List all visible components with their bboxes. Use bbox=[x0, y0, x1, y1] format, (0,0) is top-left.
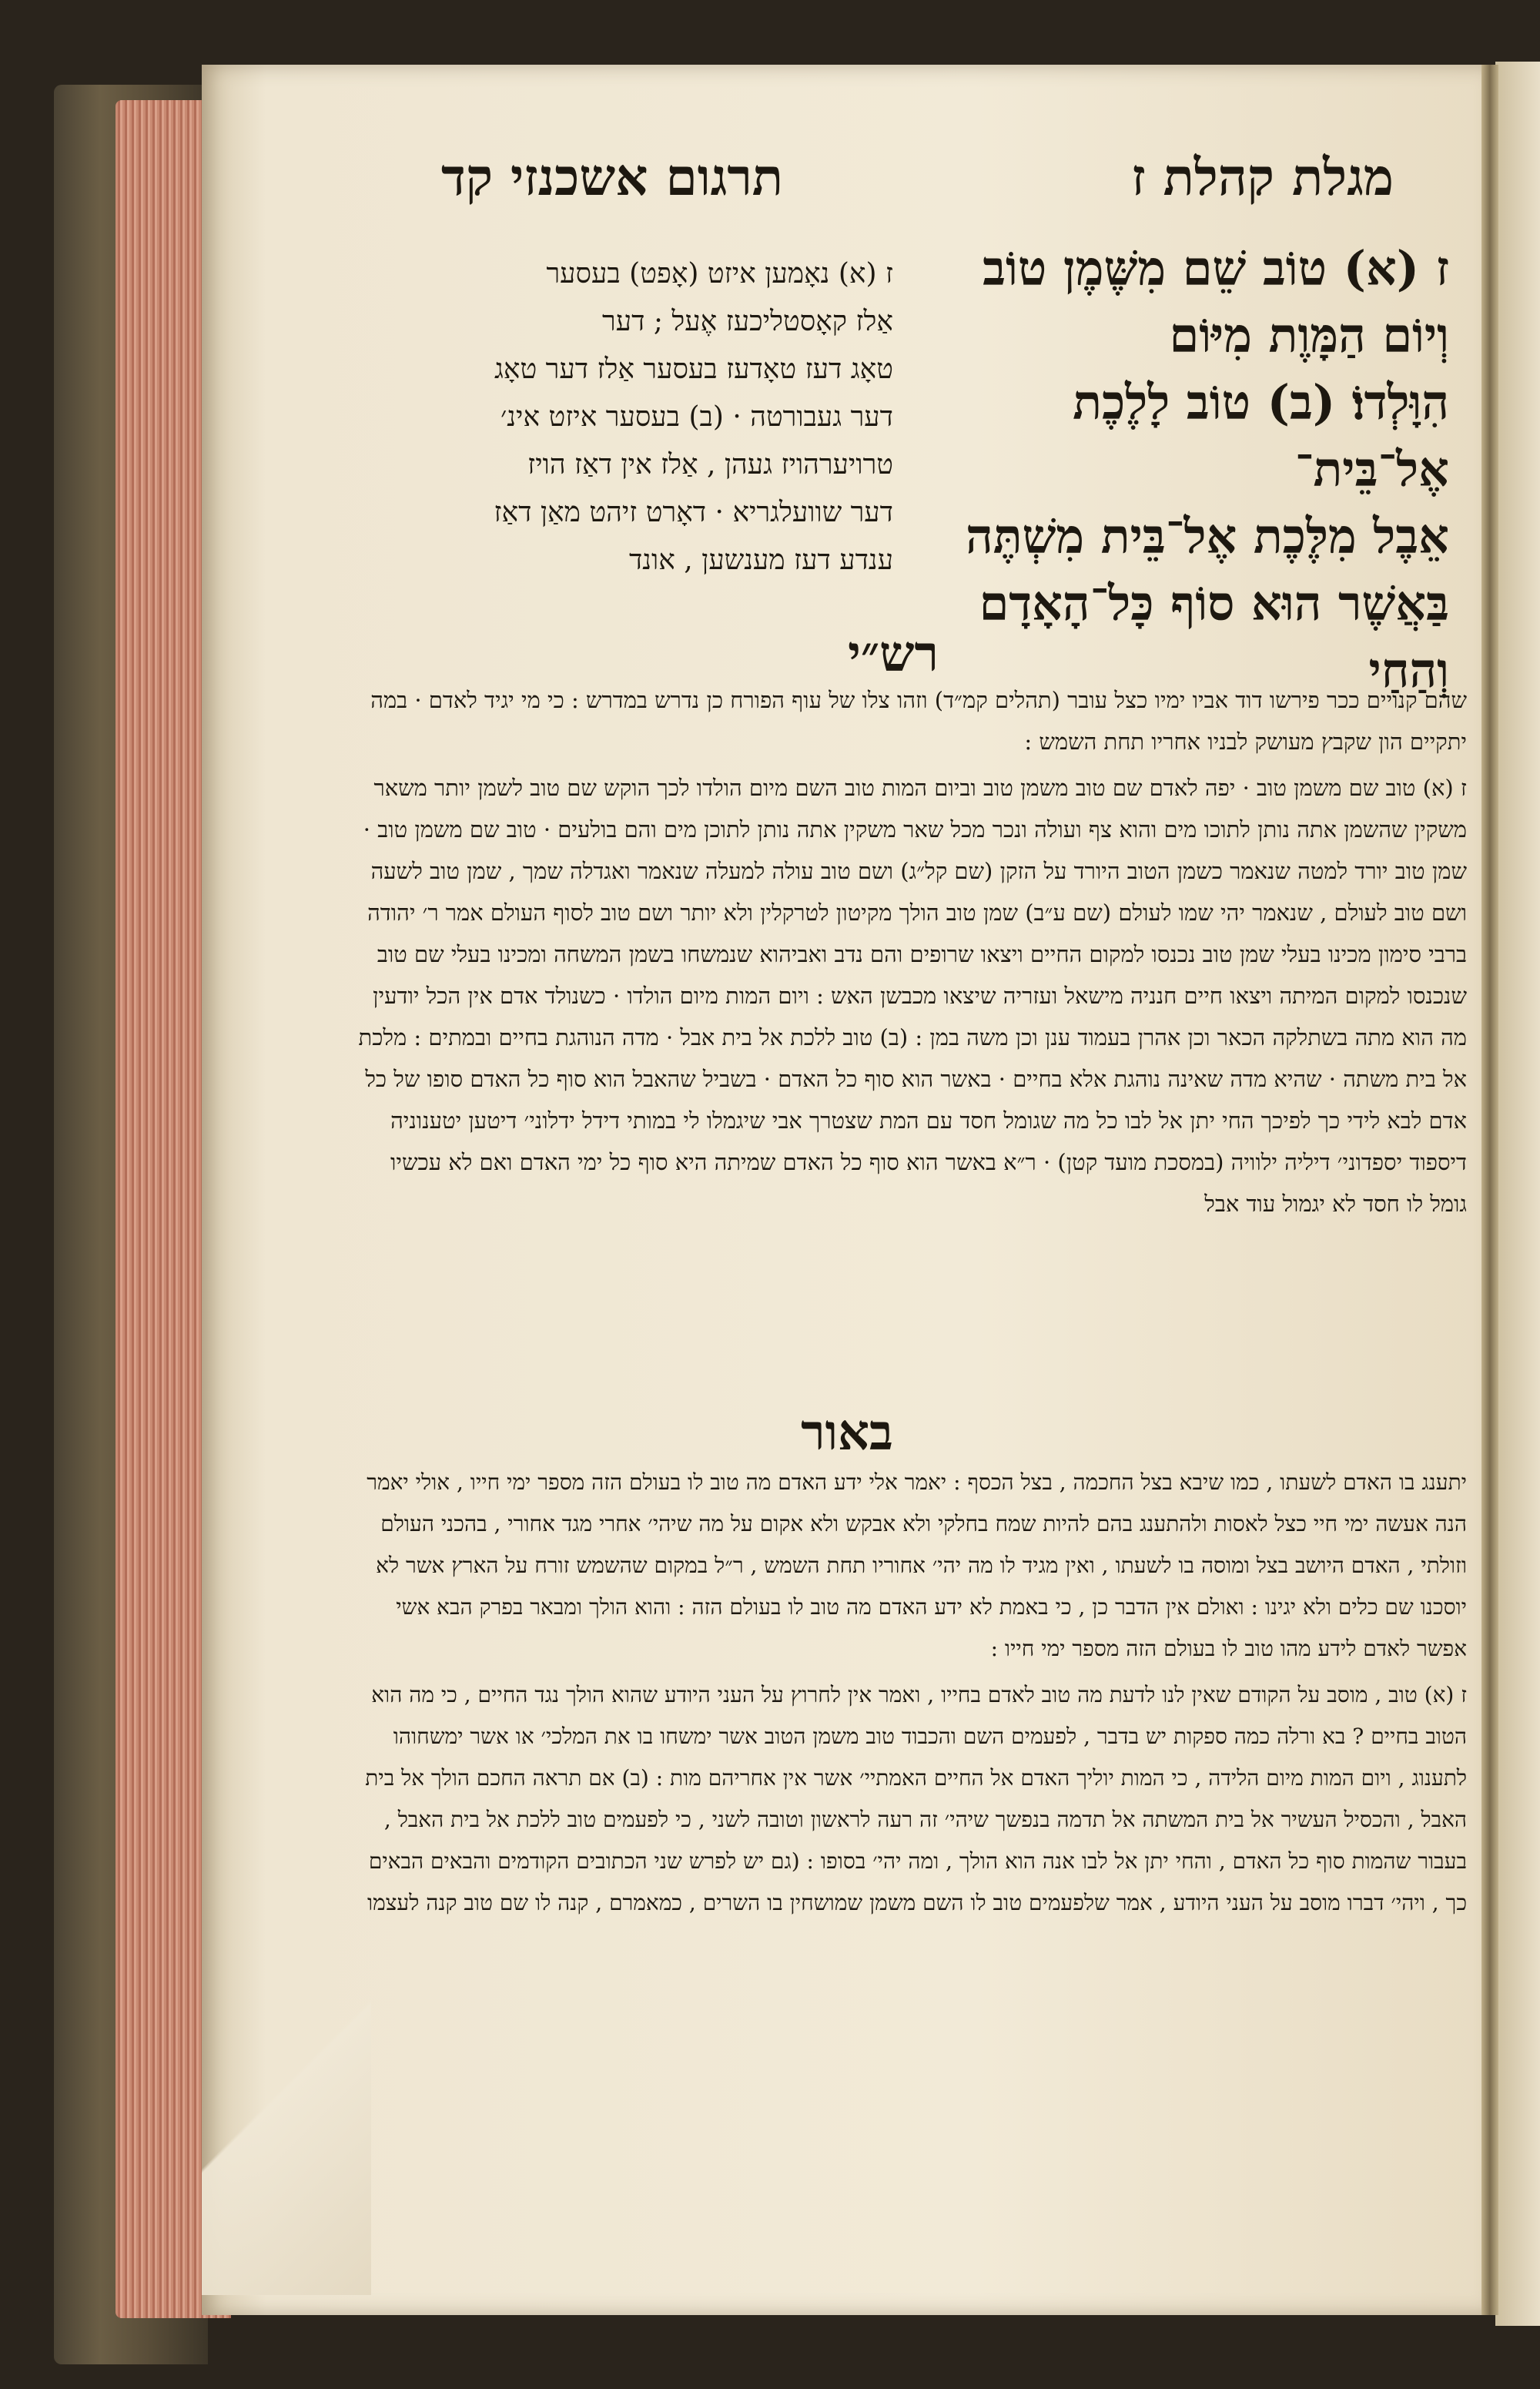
commentary-paragraph: ז (א) טוב שם משמן טוב · יפה לאדם שם טוב משמן טוב וביום המות טוב השם מיום הולדו לכך הוקש שם טוב לשמן יותר משאר משקין שהשמן אתה נותן לתוכו מים והוא צף ועולה ונכר מכל שאר משקין אתה נותן לתוכן מים והם בולעים · טוב שם משמן טוב · שמן טוב יורד למטה שנאמר כשמן הטוב היורד על הזקן (שם קל״ג) ושם טוב עולה למעלה שנאמר ואגדלה שמך , שמן טוב לשעה ושם טוב לעולם , שנאמר יהי שמו לעולם (שם ע״ב) שמן טוב הולך מקיטון לטרקלין ולא יותר ושם טוב לסוף העולם אמר ר׳ יהודה ברבי סימון מכינו בעלי שמן טוב נכנסו למקום החיים ויצאו שרופים והם נדב ואביהוא שנמשחו בשמן המשחה ומכינו בעלי שם טוב שנכנסו למקום המיתה ויצאו חיים חנניה מישאל ועזריה שיצאו מכבשן האש : ויום המות מיום הולדו · כשנולד אדם אין הכל יודעין מה הוא מתה בשתלקה הכאר וכן אהרן בעמוד ענן וכן משה במן : (ב) טוב ללכת אל בית אבל · מדה הנוהגת בחיים ובמתים : מלכת אל בית משתה · שהיא מדה שאינה נוהגת אלא בחיים · באשר הוא סוף כל האדם · בשביל שהאבל הוא סוף כל האדם סופו של כל אדם לבא לידי כך לפיכך החי יתן אל לבו כל מה שגומל חסד עם המת שצטרך אבי שיגמלו לי במותי דידל ידלוני׳ דיטען יטענוניה דיספוד יספדוני׳ דיליה ילוויה (במסכת מועד קטן) · ר״א באשר הוא סוף כל האדם שמיתה היא סוף כל ימי האדם ואם לא עכשיו גומל לו חסד לא יגמול עוד אבל bbox=[358, 775, 1467, 1217]
targum-line: ז (א) נאָמען איזט (אָפט) בעסער bbox=[546, 258, 893, 290]
verse-line: אֵבֶל מִלֶּכֶת אֶל־בֵּית מִשְׁתֶּה bbox=[966, 508, 1449, 565]
facing-page bbox=[1495, 62, 1540, 2326]
verse-line: וְיוֹם הַמָּוֶת מִיּוֹם bbox=[1169, 307, 1449, 364]
targum-line: דער געבורטה · (ב) בעסער איזט אינ׳ bbox=[500, 401, 893, 433]
biur-commentary bbox=[358, 1462, 1467, 1928]
biur-heading: באור bbox=[801, 1404, 893, 1462]
commentary-paragraph: ז (א) טוב , מוסב על הקודם שאין לנו לדעת מה טוב לאדם בחייו , ואמר אין לחרוץ על העני היודע שהוא הולך נגד החיים , כי מה הוא הטוב בחיים ? בא ורלה כמה ספקות יש בדבר , לפעמים השם והכבוד טוב משמן הטוב אשר ימשחו בו את המלכי׳ או אשר ימשחוהו לתענוג , ויום המות מיום הלידה , כי המות יוליך האדם אל החיים האמתיי׳ אשר אין אחריהם מות : (ב) אם תראה החכם הולך אל בית האבל , והכסיל העשיר אל בית המשתה אל תדמה בנפשך שיהי׳ זה רעה לראשון וטובה לשני , כי לפעמים טוב ללכת אל בית האבל , בעבור שהמות סוף כל האדם , והחי יתן אל לבו אנה הוא הולך , ומה יהי׳ בסופו : (גם יש לפרש שני הכתובים הקודמים והבאים הבאים כך , ויהי׳ דברו מוסב על העני היודע , אמר שלפעמים טוב לו השם משמן שמושחין בו השרים , כמאמרם , קנה לו שם טוב קנה לעצמו bbox=[365, 1682, 1467, 1915]
rashi-commentary bbox=[358, 679, 1467, 1229]
targum-line: טרויערהויז געהן , אַלז אין דאַז הויז bbox=[527, 449, 893, 481]
german-translation bbox=[362, 250, 893, 585]
targum-line: טאָג דעז טאָדעז בעסער אַלז דער טאָג bbox=[494, 353, 893, 385]
targum-line: אַלז קאָסטליכעז אֶעל ; דער bbox=[602, 306, 893, 337]
commentary-paragraph: יתענג בו האדם לשעתו , כמו שיבא בצל החכמה , בצל הכסף : יאמר אלי ידע האדם מה טוב לו בעולם הזה מספר ימי חייו , אולי יאמר הנה אעשה ימי חיי כצל לאסות ולהתענג בהם להיות שמח בחלקי ולא אבקש ולא אקום על מה שיהי׳ אחרי מגד אחורי , בהכני העולם וזולתי , האדם היושב בצל ומוסה בו לשעתו , ואין מגיד לו מה יהי׳ אחוריו תחת השמש , ר״ל במקום שהשמש זורח על הארץ אשר לא יוסכנו שם כלים ולא יגינו : ואולם אין הדבר כן , כי באמת לא ידע האדם מה טוב לו בעולם הזה : והוא הולך ומבאר בפרק הבא אשי אפשר לאדם לידע מהו טוב לו בעולם הזה מספר ימי חייו : bbox=[367, 1469, 1467, 1661]
verse-line: הִוָּלְדוֹ׃ (ב) טוֹב לָלֶכֶת אֶל־בֵּית־ bbox=[1073, 374, 1449, 498]
book-gutter bbox=[1481, 65, 1498, 2315]
running-title: מגלת קהלת ז bbox=[1131, 147, 1394, 207]
targum-line: ענדע דעז מענשען , אונד bbox=[628, 544, 893, 576]
targum-line: דער שוועלגריא · דאָרט זיהט מאַן דאַז bbox=[494, 497, 893, 528]
verse-line: ז (א) טוֹב שֵׁם מִשֶּׁמֶן טוֹב bbox=[983, 240, 1449, 297]
folded-corner bbox=[202, 1972, 371, 2295]
verse-line: בַּאֲשֶׁר הוּא סוֹף כָּל־הָאָדָם bbox=[979, 575, 1449, 632]
translation-title: תרגום אשכנזי קד bbox=[440, 147, 784, 207]
commentary-paragraph: שהם קנויים ככר פירשו דוד אביו ימיו כצל עובר (תהלים קמ״ד) וזהו צלו של עוף הפורח כן נדרש במדרש : כי מי יגיד לאדם · במה יתקיים הון שקבץ מעושק לבניו אחריו תחת השמש : bbox=[370, 687, 1467, 755]
verse-line: וְהַחַי bbox=[1368, 642, 1449, 699]
rashi-heading: רש״י bbox=[848, 625, 939, 683]
